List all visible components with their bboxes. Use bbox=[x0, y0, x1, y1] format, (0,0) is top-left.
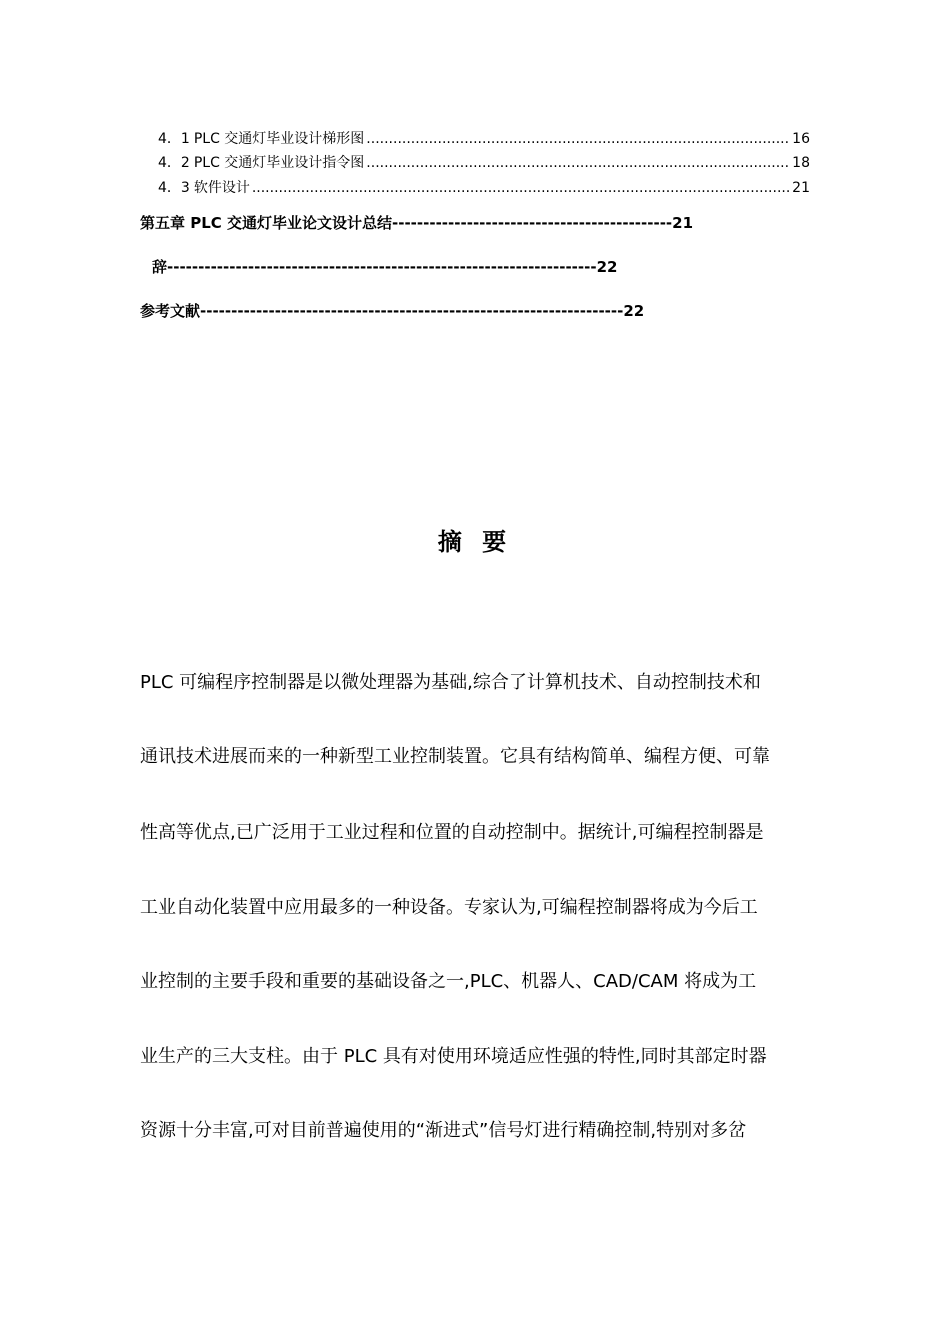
abstract-line: 资源十分丰富,可对目前普遍使用的“渐进式”信号灯进行精确控制,特别对多岔 bbox=[140, 1120, 747, 1141]
toc-leader-dots bbox=[252, 180, 790, 196]
toc-references[interactable]: 参考文献--------------------------------------------------------------------22 bbox=[140, 302, 645, 320]
toc-entry-label: PLC 交通灯毕业设计指令图 bbox=[193, 155, 365, 171]
toc-entry-number: 4．1 bbox=[158, 131, 190, 147]
toc-entry-4-3[interactable] bbox=[158, 177, 810, 199]
abstract-line: 业控制的主要手段和重要的基础设备之一,PLC、机器人、CAD/CAM 将成为工 bbox=[140, 971, 757, 992]
toc-entry-label: PLC 交通灯毕业设计梯形图 bbox=[193, 131, 365, 147]
abstract-line: 通讯技术进展而来的一种新型工业控制装置。它具有结构简单、编程方便、可靠 bbox=[140, 746, 770, 767]
toc-entry-label: 软件设计 bbox=[193, 180, 250, 196]
toc-acknowledgements[interactable]: 辞---------------------------------------------------------------------22 bbox=[152, 258, 618, 276]
abstract-title: 摘 要 bbox=[437, 528, 513, 556]
toc-leader-dots bbox=[366, 155, 790, 171]
abstract-line: PLC 可编程序控制器是以微处理器为基础,综合了计算机技术、自动控制技术和 bbox=[140, 672, 761, 693]
toc-entry-number: 4．2 bbox=[158, 155, 190, 171]
abstract-line: 性高等优点,已广泛用于工业过程和位置的自动控制中。据统计,可编程控制器是 bbox=[140, 822, 764, 843]
toc-entry-number: 4．3 bbox=[158, 180, 190, 196]
toc-entry-page: 21 bbox=[792, 180, 810, 196]
abstract-line: 业生产的三大支柱。由于 PLC 具有对使用环境适应性强的特性,同时其部定时器 bbox=[140, 1046, 767, 1067]
toc-entry-4-1[interactable] bbox=[158, 128, 810, 150]
toc-entry-page: 16 bbox=[792, 131, 810, 147]
abstract-line: 工业自动化装置中应用最多的一种设备。专家认为,可编程控制器将成为今后工 bbox=[140, 897, 758, 918]
toc-leader-dots bbox=[366, 131, 790, 147]
toc-entry-page: 18 bbox=[792, 155, 810, 171]
toc-chapter-5[interactable]: 第五章 PLC 交通灯毕业论文设计总结---------------------------------------------21 bbox=[140, 214, 694, 232]
toc-entry-4-2[interactable] bbox=[158, 152, 810, 174]
